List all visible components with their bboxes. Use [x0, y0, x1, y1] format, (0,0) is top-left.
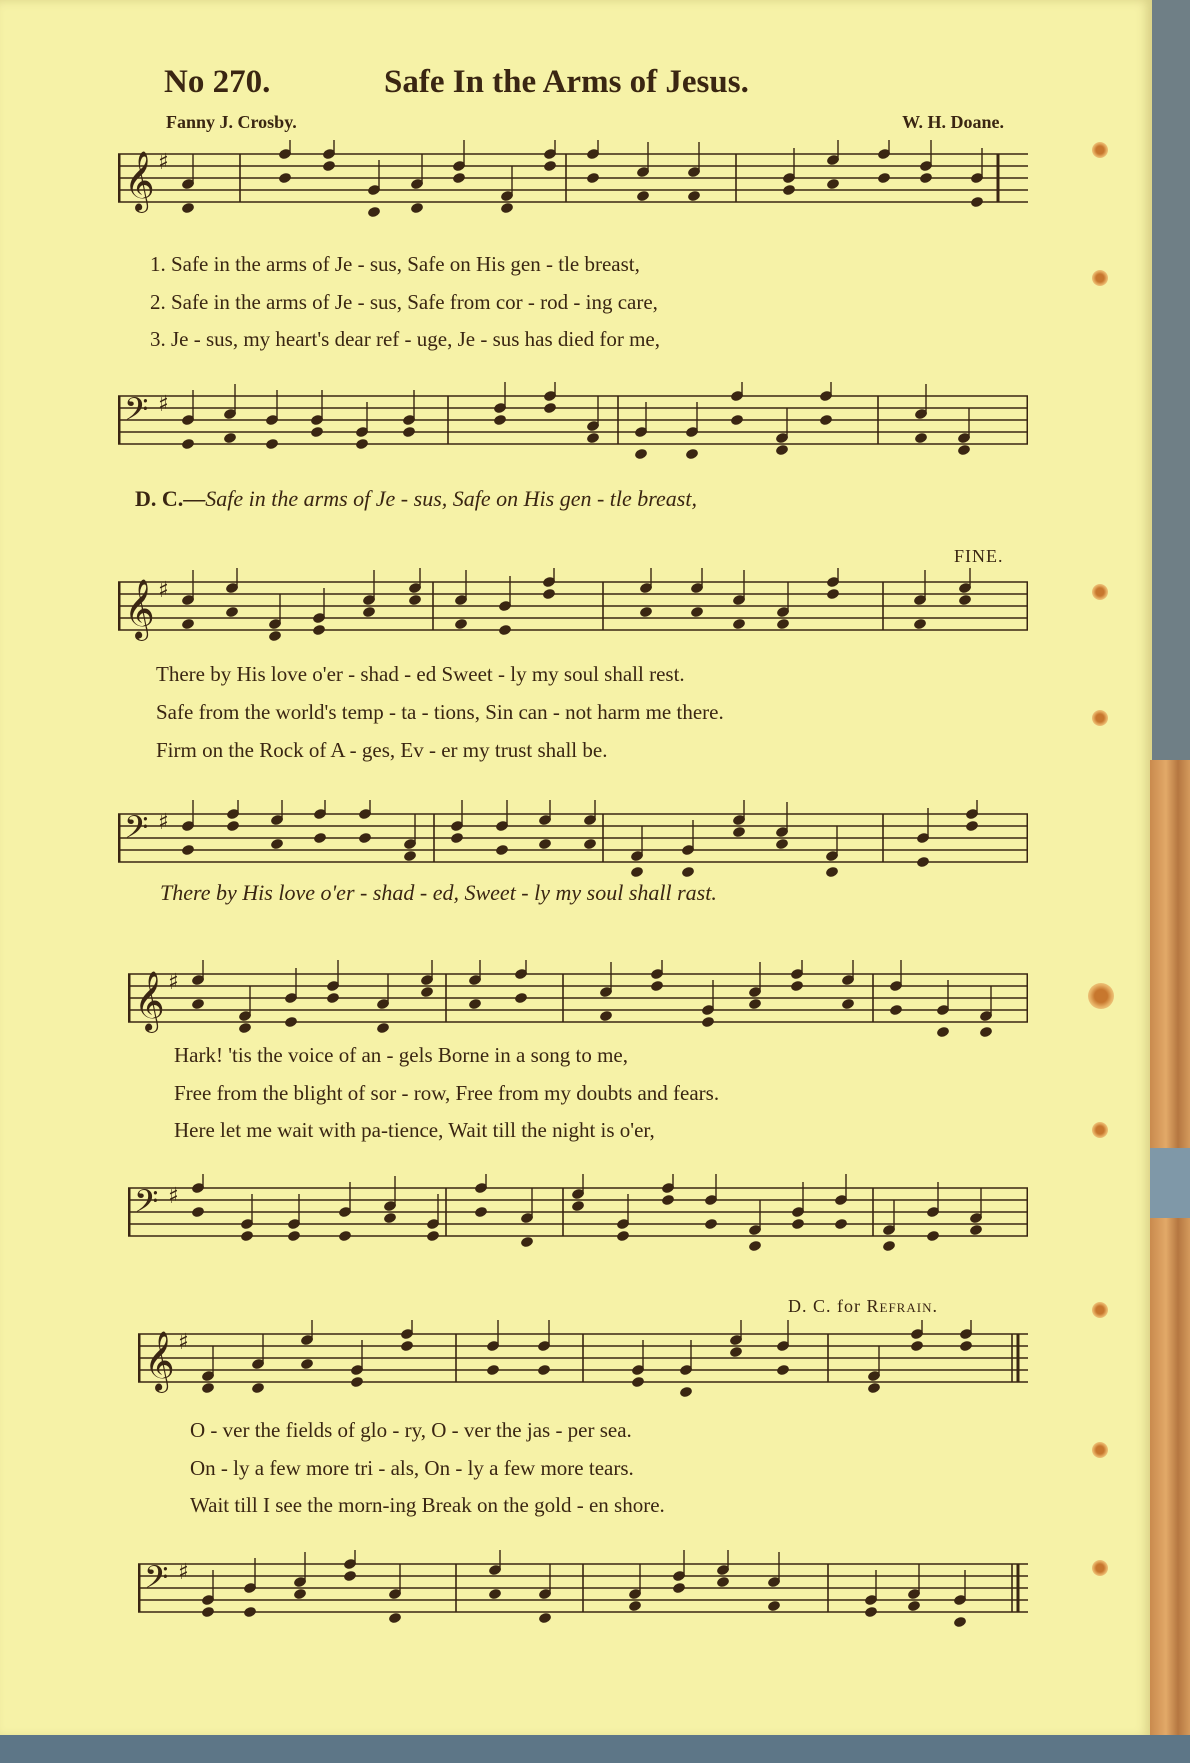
treble-staff [118, 140, 1028, 222]
refrain-label: Refrain. [866, 1296, 938, 1316]
background-strip [0, 1735, 1190, 1763]
hymn-composer: W. H. Doane. [902, 112, 1004, 132]
lyric-line: 3. Je - sus, my heart's dear ref - uge, Je - sus has died for me, [150, 327, 660, 351]
svg-text:𝄞: 𝄞 [134, 971, 165, 1031]
svg-text:𝄢: 𝄢 [124, 391, 149, 435]
binder-hole [1092, 270, 1108, 286]
svg-text:♯: ♯ [158, 392, 169, 417]
binder-hole [1092, 584, 1108, 600]
tape-strip [1150, 1148, 1190, 1218]
dc-for-refrain [788, 1296, 938, 1317]
lyric-line: Free from the blight of sor - row, Free from my doubts and fears. [174, 1081, 720, 1105]
bass-staff [128, 1174, 1028, 1256]
lyric-line: Safe from the world's temp - ta - tions, Sin can - not harm me there. [156, 700, 724, 724]
lyric-line: Here let me wait with pa-tience, Wait till the night is o'er, [174, 1118, 655, 1142]
treble-staff [138, 1320, 1028, 1402]
hymn-author: Fanny J. Crosby. [166, 112, 297, 132]
refrain-line: There by His love o'er - shad - ed, Sweet - ly my soul shall rast. [160, 880, 717, 905]
binder-hole [1092, 1442, 1108, 1458]
lyric-line: O - ver the fields of glo - ry, O - ver the jas - per sea. [190, 1418, 632, 1442]
svg-text:♯: ♯ [168, 970, 179, 995]
binder-hole [1092, 1122, 1108, 1138]
svg-text:♯: ♯ [158, 150, 169, 175]
refrain-text: Safe in the arms of Je - sus, Safe on His gen - tle breast, [205, 486, 697, 511]
svg-text:♯: ♯ [158, 578, 169, 603]
lyric-line: Firm on the Rock of A - ges, Ev - er my trust shall be. [156, 738, 608, 762]
lyric-line: On - ly a few more tri - als, On - ly a few more tears. [190, 1456, 634, 1480]
lyric-line: 2. Safe in the arms of Je - sus, Safe from cor - rod - ing care, [150, 290, 658, 314]
lyric-line: Wait till I see the morn-ing Break on the gold - en shore. [190, 1493, 665, 1517]
hymn-number: No 270. [164, 64, 271, 100]
dc-for-label: D. C. for [788, 1296, 861, 1316]
bass-staff [118, 382, 1028, 464]
binder-hole [1092, 142, 1108, 158]
svg-text:𝄢: 𝄢 [134, 1183, 159, 1227]
svg-text:♯: ♯ [178, 1330, 189, 1355]
svg-text:𝄞: 𝄞 [144, 1331, 175, 1391]
treble-staff [118, 568, 1028, 650]
fine-mark: FINE. [954, 546, 1004, 566]
hymn-title: Safe In the Arms of Jesus. [384, 64, 749, 100]
svg-text:♯: ♯ [158, 810, 169, 835]
refrain-line [135, 486, 697, 512]
binder-hole [1092, 1560, 1108, 1576]
svg-text:♯: ♯ [178, 1560, 189, 1585]
svg-text:𝄢: 𝄢 [124, 809, 149, 853]
binder-hole [1088, 983, 1114, 1009]
bass-staff [138, 1550, 1028, 1632]
svg-text:♯: ♯ [168, 1184, 179, 1209]
bass-staff [118, 800, 1028, 882]
binder-hole [1092, 710, 1108, 726]
svg-text:𝄢: 𝄢 [144, 1559, 169, 1603]
treble-staff [128, 960, 1028, 1042]
lyric-line: There by His love o'er - shad - ed Sweet - ly my soul shall rest. [156, 662, 685, 686]
lyric-line: 1. Safe in the arms of Je - sus, Safe on His gen - tle breast, [150, 252, 640, 276]
svg-text:𝄞: 𝄞 [124, 579, 155, 639]
lyric-line: Hark! 'tis the voice of an - gels Borne in a song to me, [174, 1043, 629, 1067]
svg-text:𝄞: 𝄞 [124, 151, 155, 211]
dc-label: D. C.— [135, 486, 206, 511]
wood-edge [1150, 760, 1190, 1763]
binder-hole [1092, 1302, 1108, 1318]
